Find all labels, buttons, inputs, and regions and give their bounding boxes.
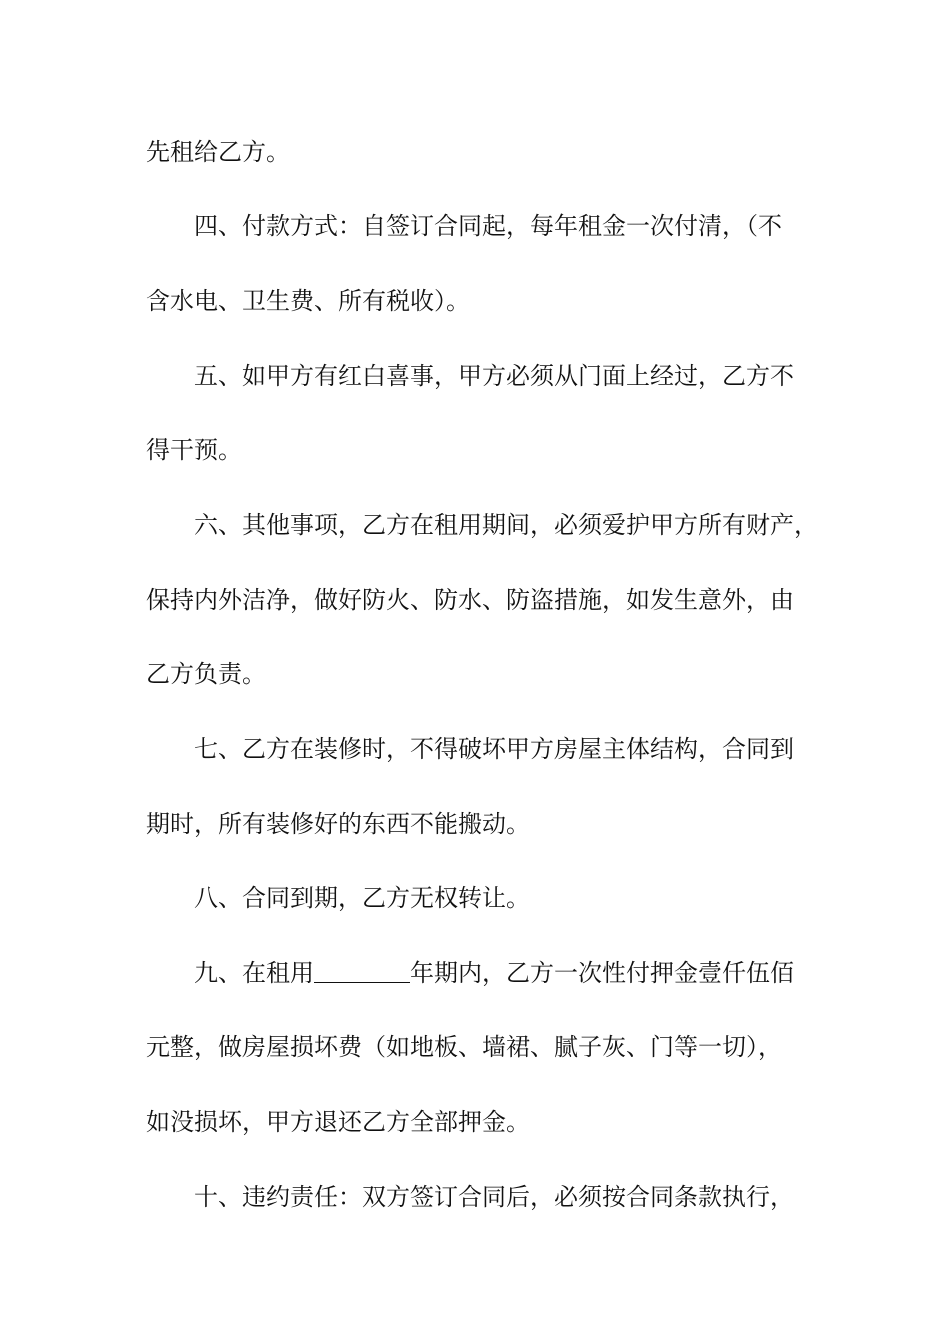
clause-6-line-3: 乙方负责。 — [146, 660, 266, 688]
clause-9-line-2: 元整，做房屋损坏费（如地板、墙裙、腻子灰、门等一切）， — [146, 1033, 782, 1061]
clause-10-line-1: 十、违约责任：双方签订合同后，必须按合同条款执行， — [194, 1183, 794, 1211]
clause-9-text-end: 年期内，乙方一次性付押金壹仟伍佰 — [410, 959, 794, 987]
clause-5-line-1: 五、如甲方有红白喜事，甲方必须从门面上经过，乙方不 — [194, 362, 794, 390]
clause-4-line-1: 四、付款方式：自签订合同起，每年租金一次付清，（不 — [194, 212, 782, 240]
years-blank-field — [314, 956, 410, 983]
clause-9-text-start: 九、在租用 — [194, 959, 314, 987]
clause-8-line-1: 八、合同到期，乙方无权转让。 — [194, 884, 530, 912]
clause-9-line-1 — [194, 953, 894, 993]
clause-6-line-1: 六、其他事项，乙方在租用期间，必须爱护甲方所有财产， — [194, 511, 818, 539]
clause-7-line-1: 七、乙方在装修时，不得破坏甲方房屋主体结构，合同到 — [194, 735, 794, 763]
clause-6-line-2: 保持内外洁净，做好防火、防水、防盗措施，如发生意外，由 — [146, 586, 794, 614]
clause-7-line-2: 期时，所有装修好的东西不能搬动。 — [146, 810, 530, 838]
clause-9-line-3: 如没损坏，甲方退还乙方全部押金。 — [146, 1108, 530, 1136]
clause-5-line-2: 得干预。 — [146, 436, 242, 464]
clause-4-line-2: 含水电、卫生费、所有税收）。 — [146, 287, 470, 315]
text-line: 先租给乙方。 — [146, 138, 290, 166]
